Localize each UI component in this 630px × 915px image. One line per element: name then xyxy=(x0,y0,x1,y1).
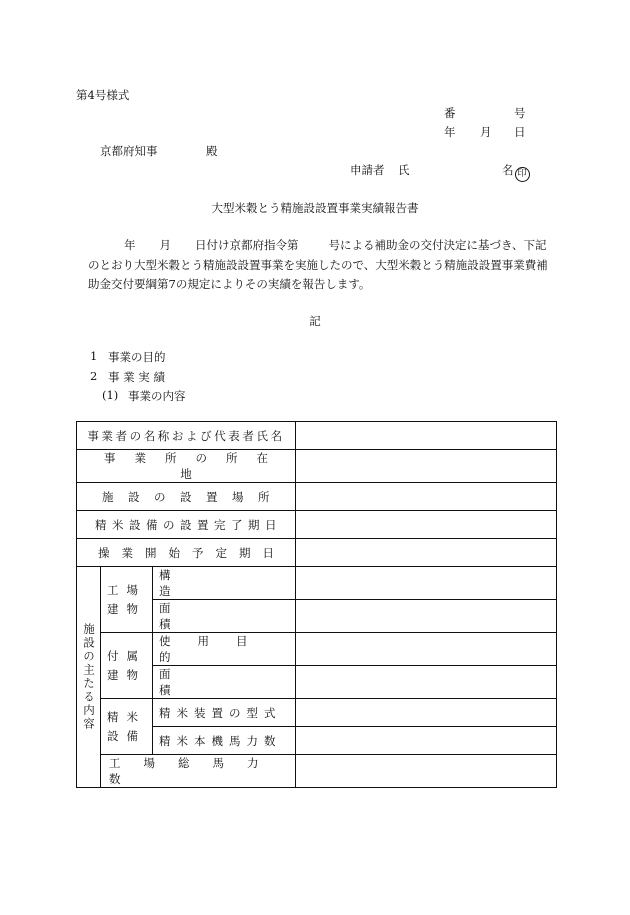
row1-label: 事業者の名称および代表者氏名 xyxy=(87,428,285,443)
applicant-label: 申請者 xyxy=(350,163,385,177)
row3-label: 施設の設置場所 xyxy=(102,489,285,504)
total-hp-label-cell xyxy=(101,755,296,788)
body-month: 月 xyxy=(159,238,171,252)
row-label-operation-date xyxy=(77,539,296,567)
row-label-business-name xyxy=(77,422,296,450)
group-label: 施設の主たる内容 xyxy=(82,623,96,731)
section-2-1-label: 事業の内容 xyxy=(128,389,186,403)
section-2-label: 事 業 実 績 xyxy=(108,370,165,384)
structure-label: 構造 xyxy=(159,568,267,598)
row2-label: 事業所の所在地 xyxy=(104,451,288,481)
table-row xyxy=(77,755,557,788)
form-number: 第4号様式 xyxy=(76,88,130,102)
structure-label-cell xyxy=(153,567,296,600)
document-title: 大型米穀とう精施設設置事業実績報告書 xyxy=(211,201,419,215)
date-day-label: 日 xyxy=(514,125,526,139)
name-label-2: 名 xyxy=(502,163,514,177)
row-label-completion-date xyxy=(77,511,296,539)
annex-area-field[interactable] xyxy=(296,666,557,699)
table-row xyxy=(77,567,557,600)
installation-site-field[interactable] xyxy=(296,483,557,511)
factory-building-cell xyxy=(101,567,153,633)
body-paragraph xyxy=(88,236,558,295)
table-row xyxy=(77,699,557,727)
section-2-number: 2 xyxy=(90,369,98,383)
rice-equipment-cell xyxy=(101,699,153,755)
annex-building-line-1: 付属 xyxy=(107,648,146,663)
area-label-cell xyxy=(153,600,296,633)
annex-area-label-cell xyxy=(153,666,296,699)
rice-equipment-line-2: 設備 xyxy=(107,728,146,743)
seal-mark: 印 xyxy=(515,167,530,182)
addressee: 京都府知事 xyxy=(100,144,158,158)
factory-area-label: 面積 xyxy=(159,601,267,631)
device-type-label-cell xyxy=(153,699,296,727)
table-row xyxy=(77,450,557,483)
row-label-installation-site xyxy=(77,483,296,511)
name-label-2-with-seal xyxy=(502,162,530,182)
main-hp-label: 精米本機馬力数 xyxy=(159,733,282,748)
body-year: 年 xyxy=(124,238,136,252)
purpose-label-cell xyxy=(153,633,296,666)
device-type-field[interactable] xyxy=(296,699,557,727)
completion-date-field[interactable] xyxy=(296,511,557,539)
table-row xyxy=(77,483,557,511)
total-hp-label: 工場総馬力数 xyxy=(109,756,282,786)
number-label-1: 番 xyxy=(444,106,456,120)
rice-equipment-line-1: 精米 xyxy=(107,709,146,724)
operation-date-field[interactable] xyxy=(296,539,557,567)
factory-structure-field[interactable] xyxy=(296,567,557,600)
date-year-label: 年 xyxy=(444,125,456,139)
table-row xyxy=(77,511,557,539)
section-2-1-number: (1) xyxy=(102,388,119,402)
factory-building-line-1: 工場 xyxy=(107,582,146,597)
section-1-number: 1 xyxy=(90,349,98,363)
honorific: 殿 xyxy=(206,144,218,158)
annex-building-cell xyxy=(101,633,153,699)
main-hp-field[interactable] xyxy=(296,727,557,755)
device-type-label: 精米装置の型式 xyxy=(159,705,282,720)
group-label-cell xyxy=(77,567,101,788)
factory-area-field[interactable] xyxy=(296,600,557,633)
row4-label: 精米設備の設置完了期日 xyxy=(95,517,283,532)
table-row xyxy=(77,633,557,666)
body-text-1: 日付け京都府指令第 xyxy=(195,238,299,252)
content-table xyxy=(76,421,557,788)
purpose-label: 使用目的 xyxy=(159,634,275,664)
row-label-office-location xyxy=(77,450,296,483)
main-hp-label-cell xyxy=(153,727,296,755)
factory-building-line-2: 建物 xyxy=(107,601,146,616)
office-location-field[interactable] xyxy=(296,450,557,483)
name-label-1: 氏 xyxy=(398,163,410,177)
annex-purpose-field[interactable] xyxy=(296,633,557,666)
section-1-label: 事業の目的 xyxy=(108,350,166,364)
business-name-field[interactable] xyxy=(296,422,557,450)
ki-heading: 記 xyxy=(309,314,321,328)
annex-building-line-2: 建物 xyxy=(107,667,146,682)
table-row xyxy=(77,539,557,567)
total-hp-field[interactable] xyxy=(296,755,557,788)
annex-area-label: 面積 xyxy=(159,667,267,697)
date-month-label: 月 xyxy=(480,125,492,139)
table-row xyxy=(77,422,557,450)
row5-label: 操業開始予定期日 xyxy=(98,545,287,560)
number-label-2: 号 xyxy=(514,106,526,120)
body-text-2: 号による補助金の交付決定に基づき、下記のとおり大型米穀とう精施設設置事業を実施したので、大型米穀とう精施設設置事業費補助金交付要綱第7の規定によりその実績を報告します。 xyxy=(88,238,548,291)
